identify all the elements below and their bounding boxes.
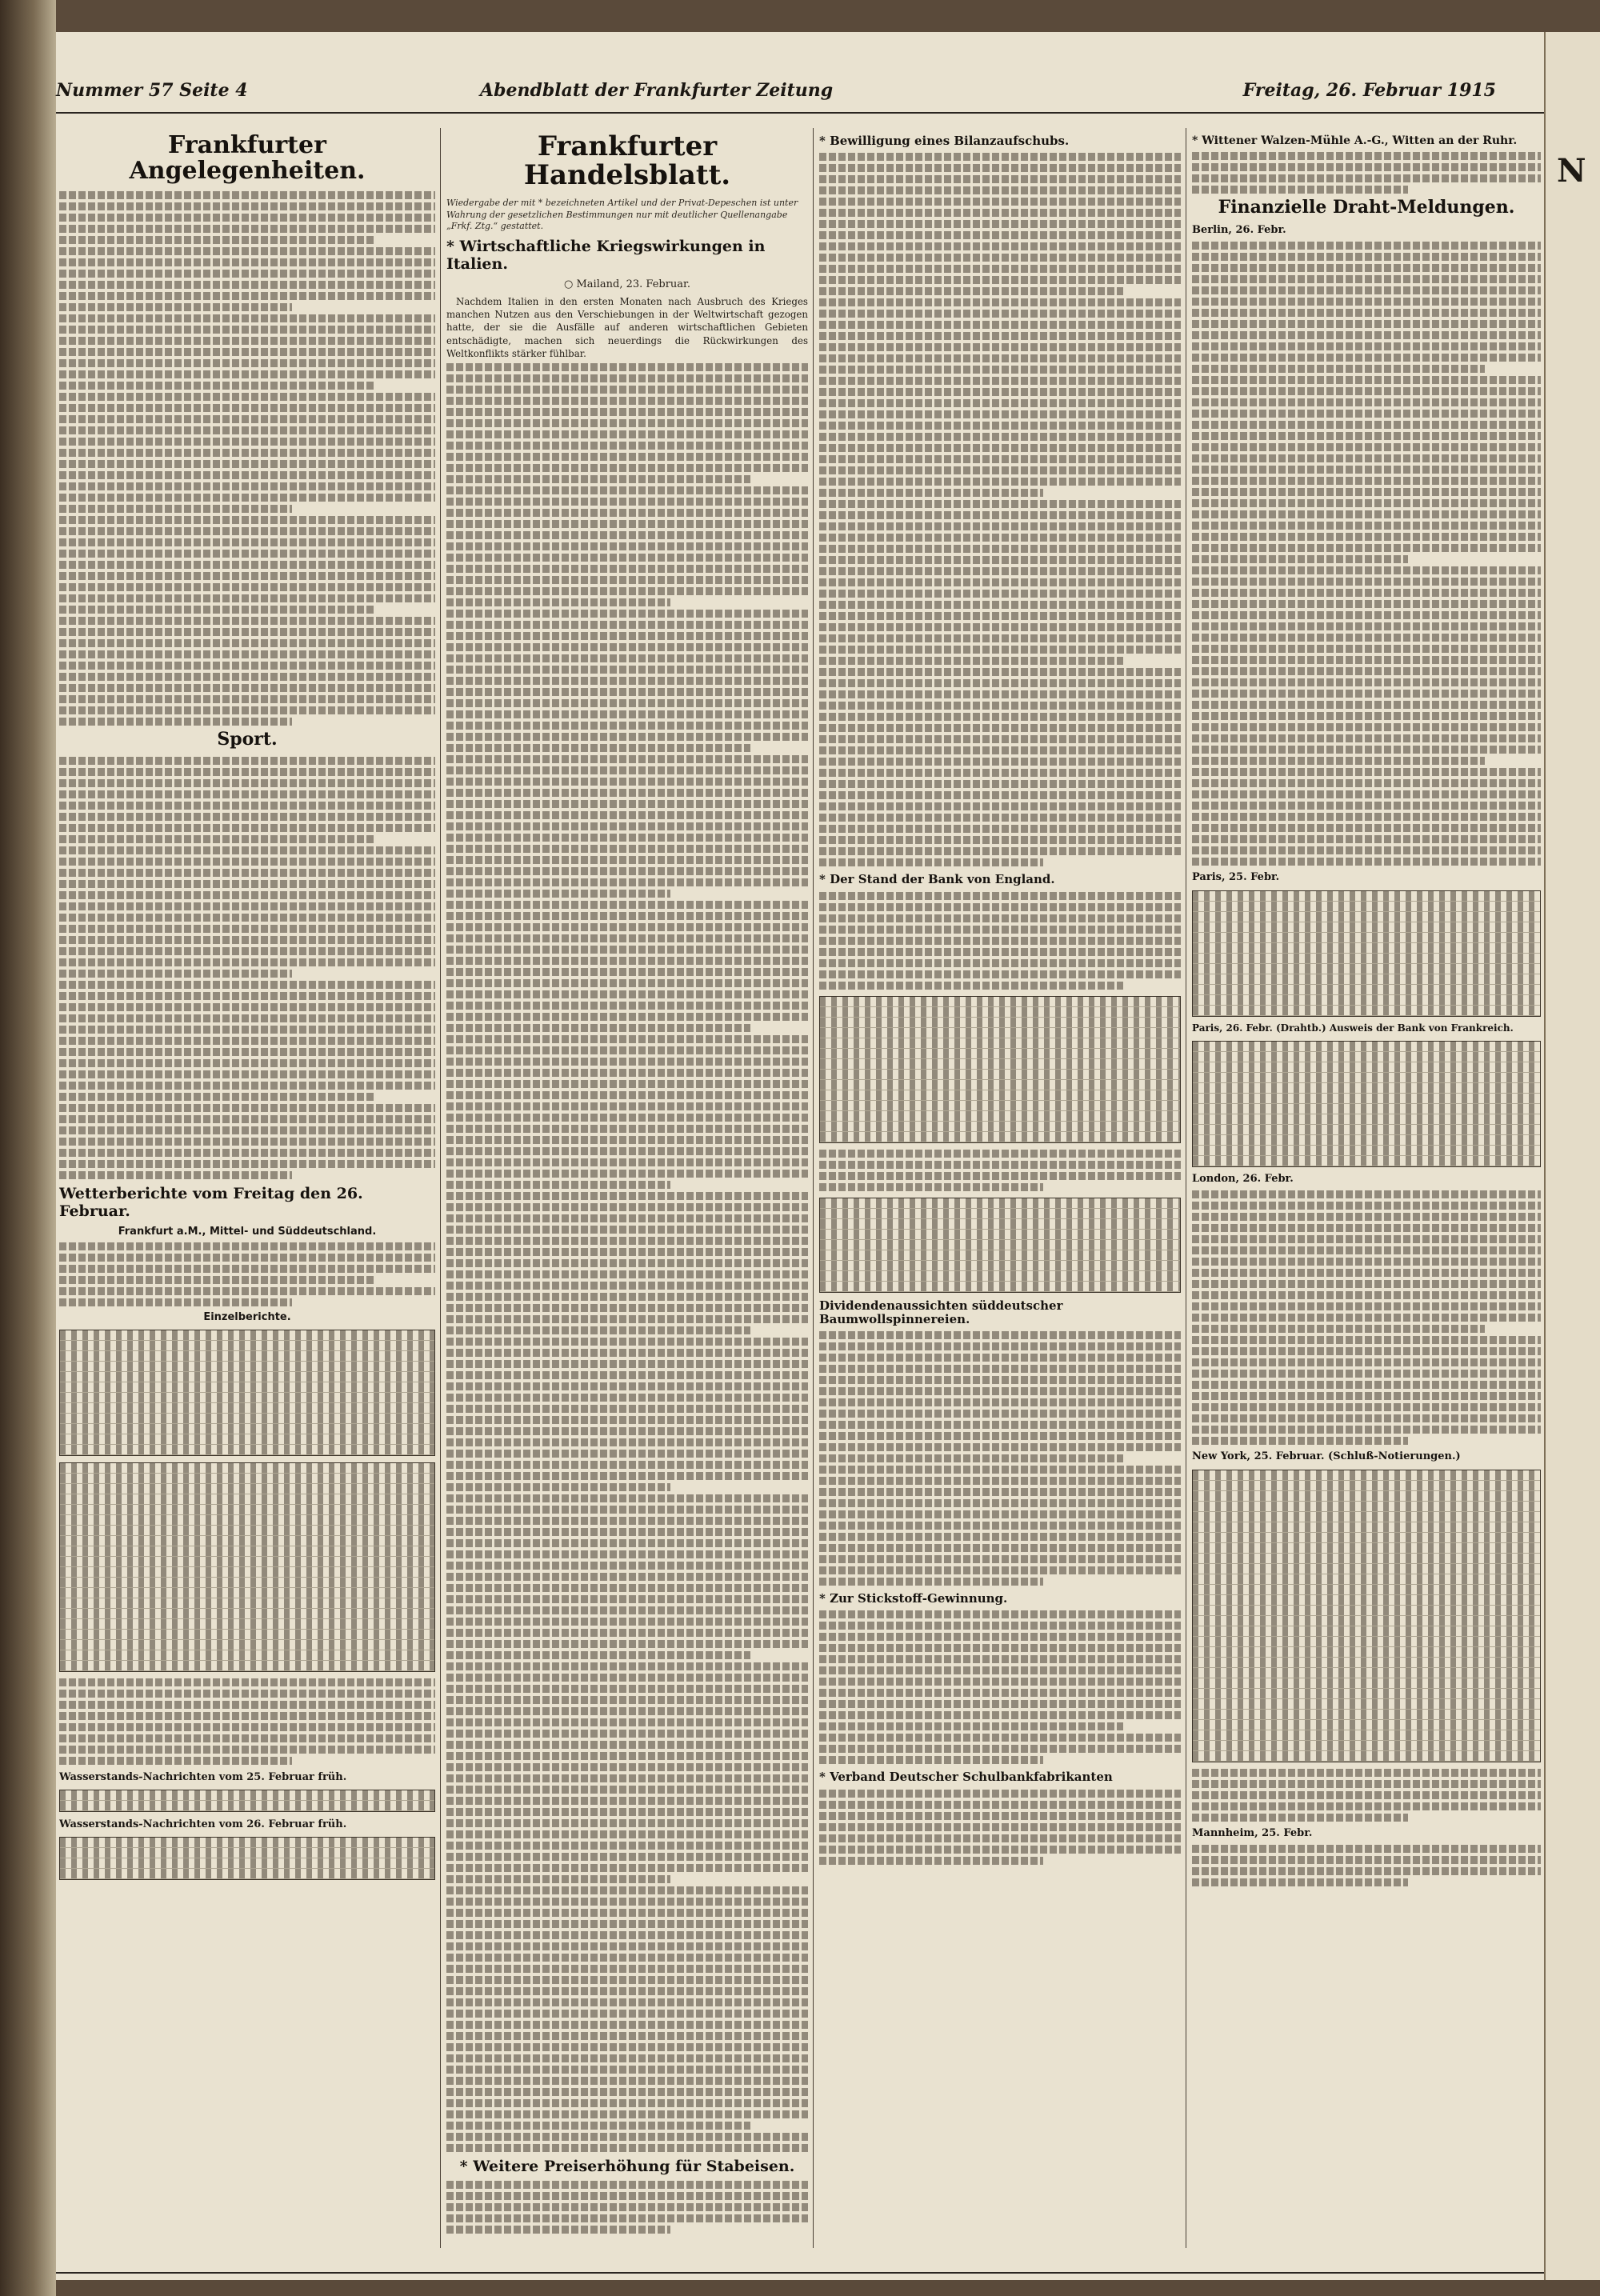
newspaper-page xyxy=(56,32,1544,2280)
weather-subheading: Frankfurt a.M., Mittel- und Süddeutschland. xyxy=(118,1225,377,1238)
column-business-news xyxy=(819,128,1181,2248)
local-news-heading: Frankfurter Angelegenheiten. xyxy=(129,131,366,185)
mannheim-dateline: Mannheim, 25. Febr. xyxy=(1192,1826,1313,1839)
weather-summary xyxy=(59,1678,435,1765)
wittener-body xyxy=(1192,152,1541,194)
column-financial-wires xyxy=(1192,128,1541,2248)
einzelberichte-heading: Einzelberichte. xyxy=(203,1310,291,1323)
stabeisen-heading: * Weitere Preiserhöhung für Stabeisen. xyxy=(459,2158,795,2176)
new-york-quotes-table xyxy=(1192,1470,1541,1762)
italy-article-lead xyxy=(446,295,808,360)
clearing-table xyxy=(819,1198,1181,1293)
weather-table xyxy=(59,1330,435,1456)
column-local-news xyxy=(59,128,435,2248)
footer-rule xyxy=(56,2272,1544,2274)
local-news-body xyxy=(59,191,435,726)
italy-article-heading: * Wirtschaftliche Kriegswirkungen in Italien. xyxy=(446,238,766,274)
column-separator xyxy=(813,128,814,2248)
paris-dateline: Paris, 25. Febr. xyxy=(1192,871,1280,884)
station-table xyxy=(59,1462,435,1672)
bilanzaufschub-heading: * Bewilligung eines Bilanzaufschubs. xyxy=(819,134,1070,148)
dividend-body xyxy=(819,1331,1181,1586)
page-number: Nummer 57 Seite 4 xyxy=(56,80,248,101)
wasserstand-26-heading: Wasserstands-Nachrichten vom 26. Februar früh. xyxy=(59,1818,347,1830)
clearing-body xyxy=(819,1150,1181,1191)
reprint-note: Wiedergabe der mit * bezeichneten Artikel und der Privat-Depeschen ist unter Wahrung der gesetzlichen Bestimmungen nur mit deutlicher Quellenangabe „Frkf. Ztg.“ gestattet. xyxy=(446,198,798,231)
bank-of-england-table xyxy=(819,996,1181,1143)
wasserstand-25-table xyxy=(59,1790,435,1812)
paris-quotes-table xyxy=(1192,890,1541,1017)
schulbank-body xyxy=(819,1790,1181,1865)
berlin-body xyxy=(1192,242,1541,866)
new-york-heading: New York, 25. Februar. (Schluß-Notierungen.) xyxy=(1192,1450,1461,1462)
bank-of-england-body xyxy=(819,892,1181,990)
bank-of-england-heading: * Der Stand der Bank von England. xyxy=(819,872,1055,887)
issue-date: Freitag, 26. Februar 1915 xyxy=(1242,80,1496,101)
berlin-dateline: Berlin, 26. Febr. xyxy=(1192,224,1286,237)
banque-de-france-table xyxy=(1192,1041,1541,1167)
stabeisen-body xyxy=(446,2181,808,2234)
london-body xyxy=(1192,1190,1541,1445)
italy-article-body xyxy=(446,363,808,2152)
handelsblatt-heading: Frankfurter Handelsblatt. xyxy=(523,130,731,191)
bilanzaufschub-body xyxy=(819,153,1181,866)
financial-wires-heading: Finanzielle Draht-Meldungen. xyxy=(1218,197,1515,218)
paper-title: Abendblatt der Frankfurter Zeitung xyxy=(480,80,834,101)
adjacent-page-letter: N xyxy=(1557,152,1586,190)
masthead-rule xyxy=(56,112,1544,114)
column-separator xyxy=(440,128,441,2248)
wittener-heading: * Wittener Walzen-Mühle A.-G., Witten an der Ruhr. xyxy=(1192,134,1518,147)
weather-body xyxy=(59,1242,435,1306)
dividend-heading: Dividendenaussichten süddeutscher Baumwollspinnereien. xyxy=(819,1298,1063,1326)
wasserstand-25-heading: Wasserstands-Nachrichten vom 25. Februar früh. xyxy=(59,1770,347,1783)
sport-heading: Sport. xyxy=(217,729,278,750)
column-handelsblatt xyxy=(446,128,808,2248)
london-dateline: London, 26. Febr. xyxy=(1192,1172,1294,1185)
adjacent-page-edge xyxy=(1544,32,1600,2280)
italy-dateline: ○ Mailand, 23. Februar. xyxy=(564,278,690,290)
masthead xyxy=(56,32,1544,120)
wasserstand-26-table xyxy=(59,1837,435,1880)
weather-heading: Wetterberichte vom Freitag den 26. Februar. xyxy=(59,1185,363,1220)
stickstoff-body xyxy=(819,1610,1181,1764)
stickstoff-heading: * Zur Stickstoff-Gewinnung. xyxy=(819,1591,1008,1606)
sport-body xyxy=(59,757,435,1179)
mannheim-body xyxy=(1192,1845,1541,1886)
schulbank-heading: * Verband Deutscher Schulbankfabrikanten xyxy=(819,1770,1113,1785)
london-metals-body xyxy=(1192,1769,1541,1822)
book-binding xyxy=(0,0,56,2296)
italy-lead-paragraph: Nachdem Italien in den ersten Monaten nach Ausbruch des Krieges manchen Nutzen aus den Verschiebungen in der Weltwirtschaft gezogen hatte, der sie die Ausfälle auf anderen wirtschaftlichen Gebieten entschädigte, machen sich neuerdings die Rückwirkungen des Weltkonflikts stärker fühlbar. xyxy=(446,295,808,360)
banque-de-france-heading: Paris, 26. Febr. (Drahtb.) Ausweis der Bank von Frankreich. xyxy=(1192,1022,1514,1034)
